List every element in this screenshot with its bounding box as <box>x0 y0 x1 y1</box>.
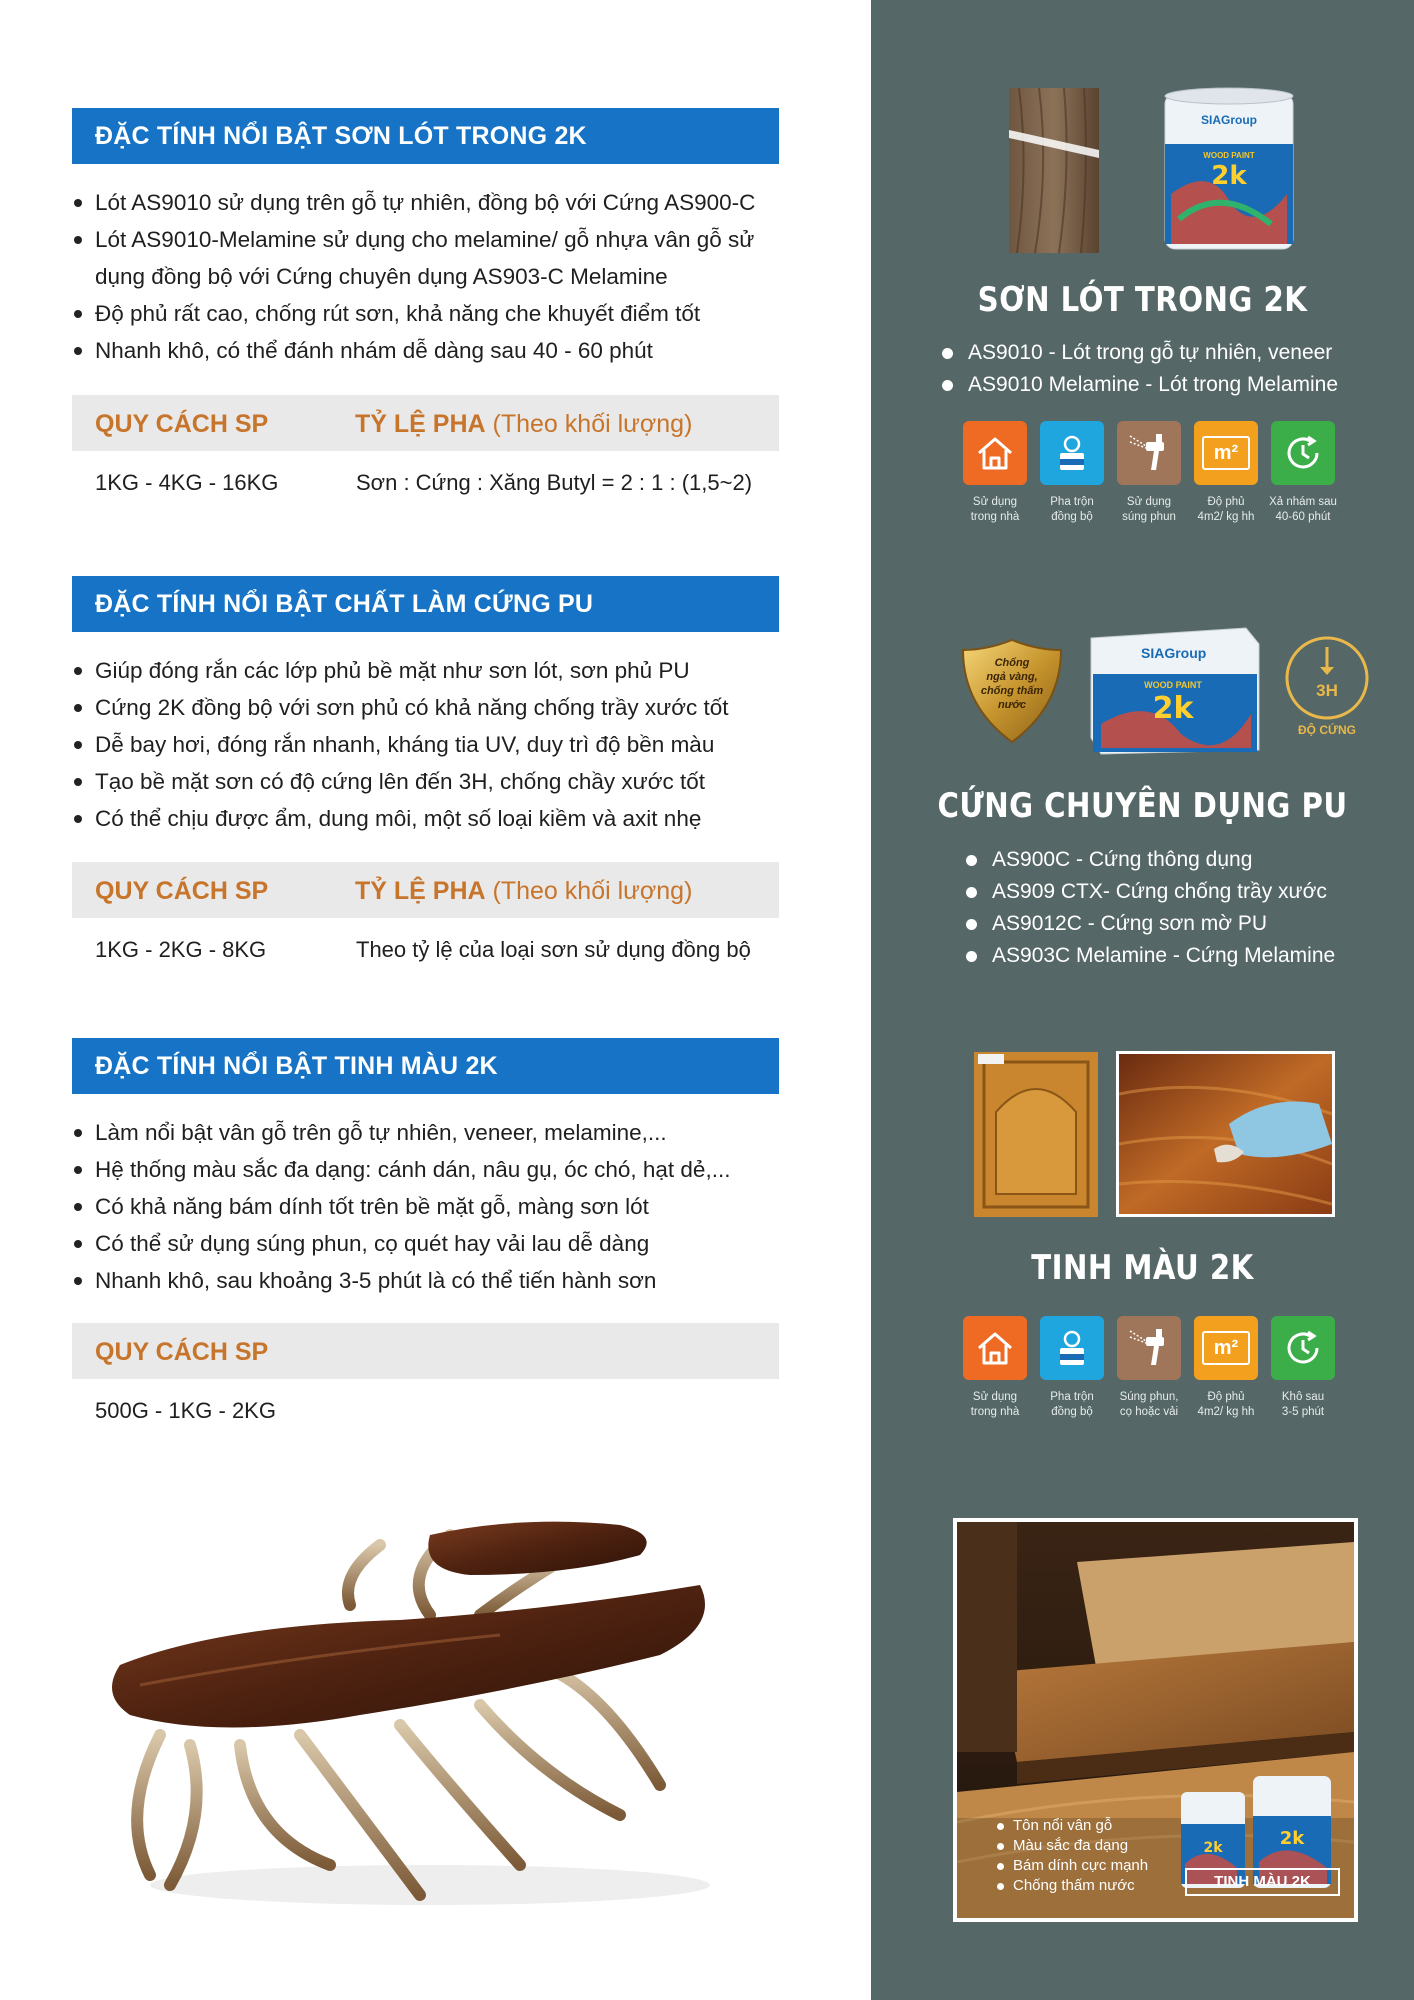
ratio-value: Theo tỷ lệ của loại sơn sử dụng đồng bộ <box>356 937 751 962</box>
svg-text:2k: 2k <box>1203 1840 1223 1856</box>
svg-text:2k: 2k <box>1152 691 1194 726</box>
ratio-sub-label: (Theo khối lượng) <box>492 877 693 905</box>
feature-sanding-time <box>1271 421 1335 525</box>
cung-pu-feature-list <box>72 652 792 837</box>
icon-caption: Xả nhám sau 40-60 phút <box>1269 496 1337 523</box>
product-side-panel <box>871 0 1414 2000</box>
list-item: Tạo bề mặt sơn có độ cứng lên đến 3H, chống chầy xước tốt <box>72 763 792 800</box>
hardness-3h-badge <box>1282 633 1372 737</box>
feature-mix <box>1040 1316 1104 1420</box>
ratio-sub-label: (Theo khối lượng) <box>492 410 693 438</box>
area-m2-icon: m² <box>1194 1316 1258 1380</box>
son-lot-feature-list <box>72 184 792 369</box>
icon-caption: Pha trộn đồng bộ <box>1050 1391 1094 1418</box>
svg-text:SIAGroup: SIAGroup <box>1141 645 1207 661</box>
list-item: Làm nổi bật vân gỗ trên gỗ tự nhiên, veneer, melamine,... <box>72 1114 792 1151</box>
icon-caption: Khô sau 3-5 phút <box>1281 1391 1325 1418</box>
list-item: Cứng 2K đồng bộ với sơn phủ có khả năng chống trầy xước tốt <box>72 689 792 726</box>
hardener-box-image <box>1081 614 1266 758</box>
panel-title-tinh-mau: TINH MÀU 2K <box>1031 1248 1254 1288</box>
spec-value: 1KG - 4KG - 16KG <box>95 470 279 495</box>
spec-header-bar <box>72 862 779 918</box>
spec-header-bar <box>72 1323 779 1379</box>
feature-indoor <box>963 1316 1027 1420</box>
feature-dry-time <box>1271 1316 1335 1420</box>
paint-can-image <box>1161 84 1297 254</box>
cung-pu-product-list <box>962 844 1335 972</box>
svg-text:2k: 2k <box>1279 1828 1305 1849</box>
list-item: Giúp đóng rắn các lớp phủ bề mặt như sơn lót, sơn phủ PU <box>72 652 792 689</box>
ratio-value: Sơn : Cứng : Xăng Butyl = 2 : 1 : (1,5~2) <box>356 470 753 495</box>
feature-spray <box>1117 1316 1181 1420</box>
list-item: Độ phủ rất cao, chống rút sơn, khả năng che khuyết điểm tốt <box>72 295 792 332</box>
feature-coverage <box>1194 421 1258 525</box>
staircase-photo <box>953 1518 1358 1922</box>
list-item: Tôn nổi vân gỗ <box>993 1816 1148 1836</box>
spec-value: 1KG - 2KG - 8KG <box>95 937 267 962</box>
ratio-label <box>355 862 692 920</box>
list-item: Lót AS9010 sử dụng trên gỗ tự nhiên, đồng bộ với Cứng AS900-C <box>72 184 792 221</box>
panel-title-cung-pu: CỨNG CHUYÊN DỤNG PU <box>937 786 1348 826</box>
list-item: AS900C - Cứng thông dụng <box>962 844 1335 876</box>
icon-caption: Sử dụng súng phun <box>1122 496 1176 523</box>
icon-caption: Sử dụng trong nhà <box>970 1391 1020 1418</box>
svg-text:Chống: Chống <box>994 657 1030 669</box>
svg-text:chống thấm: chống thấm <box>980 685 1044 697</box>
list-item-continuation: dụng đồng bộ với Cứng chuyên dụng AS903-C Melamine <box>95 264 668 289</box>
icon-caption: Độ phủ 4m2/ kg hh <box>1197 1391 1255 1418</box>
list-item: Có khả năng bám dính tốt trên bề mặt gỗ, màng sơn lót <box>72 1188 792 1225</box>
section-header-cung-pu: ĐẶC TÍNH NỔI BẬT CHẤT LÀM CỨNG PU <box>72 576 779 632</box>
list-item: AS9010 - Lót trong gỗ tự nhiên, veneer <box>938 337 1338 369</box>
feature-spray <box>1117 421 1181 525</box>
shield-badge-icon <box>957 636 1067 746</box>
mix-can-icon <box>1040 421 1104 485</box>
list-item: Có thể chịu được ẩm, dung môi, một số loại kiềm và axit nhẹ <box>72 800 792 837</box>
spec-label: QUY CÁCH SP <box>95 1338 269 1366</box>
wood-veneer-swatch <box>1009 88 1099 253</box>
svg-text:WOOD PAINT: WOOD PAINT <box>1144 680 1202 690</box>
section-header-tinh-mau: ĐẶC TÍNH NỔI BẬT TINH MÀU 2K <box>72 1038 779 1094</box>
list-item: Bám dính cực mạnh <box>993 1856 1148 1876</box>
hardness-label: ĐỘ CỨNG <box>1298 723 1356 737</box>
can-2k: 2k <box>1211 161 1247 191</box>
can-brand: SIAGroup <box>1201 113 1257 127</box>
icon-caption: Độ phủ 4m2/ kg hh <box>1197 496 1255 523</box>
house-icon <box>963 421 1027 485</box>
spray-gun-icon <box>1117 421 1181 485</box>
ratio-label <box>355 395 692 453</box>
clock-icon <box>1271 1316 1335 1380</box>
icon-caption: Sử dụng trong nhà <box>970 496 1020 523</box>
list-item: AS9010 Melamine - Lót trong Melamine <box>938 369 1338 401</box>
photo-product-tag: TINH MÀU 2K <box>1185 1868 1340 1896</box>
list-item: Chống thấm nước <box>993 1876 1148 1896</box>
svg-text:ngả vàng,: ngả vàng, <box>986 671 1038 683</box>
feature-indoor <box>963 421 1027 525</box>
spray-gun-icon <box>1117 1316 1181 1380</box>
tinh-mau-feature-icons <box>963 1316 1335 1420</box>
ratio-label-text: TỶ LỆ PHA <box>355 410 486 438</box>
list-item: Màu sắc đa dạng <box>993 1836 1148 1856</box>
area-m2-icon: m² <box>1194 421 1258 485</box>
list-item: Nhanh khô, có thể đánh nhám dễ dàng sau 40 - 60 phút <box>72 332 792 369</box>
spec-label: QUY CÁCH SP <box>95 410 269 438</box>
list-item: Lót AS9010-Melamine sử dụng cho melamine/ gỗ nhựa vân gỗ sử <box>72 221 792 258</box>
svg-text:nước: nước <box>997 699 1027 711</box>
list-item: AS903C Melamine - Cứng Melamine <box>962 940 1335 972</box>
house-icon <box>963 1316 1027 1380</box>
wood-staining-photo <box>1116 1051 1335 1217</box>
icon-caption: Súng phun, cọ hoặc vải <box>1119 1391 1179 1418</box>
tinh-mau-feature-list <box>72 1114 792 1299</box>
icon-caption: Pha trộn đồng bộ <box>1050 496 1094 523</box>
spec-value: 500G - 1KG - 2KG <box>95 1398 276 1423</box>
list-item: Có thể sử dụng súng phun, cọ quét hay vải lau dễ dàng <box>72 1225 792 1262</box>
cabinet-door-image <box>974 1052 1098 1217</box>
feature-coverage <box>1194 1316 1258 1420</box>
ratio-label-text: TỶ LỆ PHA <box>355 877 486 905</box>
list-item: AS9012C - Cứng sơn mờ PU <box>962 908 1335 940</box>
can-label: WOOD PAINT <box>1203 151 1255 160</box>
mix-can-icon <box>1040 1316 1104 1380</box>
list-item: AS909 CTX- Cứng chống trầy xước <box>962 876 1335 908</box>
clock-icon <box>1271 421 1335 485</box>
panel-title-son-lot: SƠN LÓT TRONG 2K <box>977 280 1308 320</box>
spec-label: QUY CÁCH SP <box>95 877 269 905</box>
feature-mix <box>1040 421 1104 525</box>
antler-table-image <box>100 1515 750 1915</box>
son-lot-product-list <box>938 337 1338 401</box>
hardness-value: 3H <box>1316 681 1338 700</box>
hardness-icon <box>1282 633 1372 723</box>
list-item: Dễ bay hơi, đóng rắn nhanh, kháng tia UV, duy trì độ bền màu <box>72 726 792 763</box>
list-item: Nhanh khô, sau khoảng 3-5 phút là có thể tiến hành sơn <box>72 1262 792 1299</box>
photo-benefit-list <box>993 1816 1148 1896</box>
list-item: Hệ thống màu sắc đa dạng: cánh dán, nâu gụ, óc chó, hạt dẻ,... <box>72 1151 792 1188</box>
spec-header-bar <box>72 395 779 451</box>
section-header-son-lot: ĐẶC TÍNH NỔI BẬT SƠN LÓT TRONG 2K <box>72 108 779 164</box>
son-lot-feature-icons <box>963 421 1335 525</box>
